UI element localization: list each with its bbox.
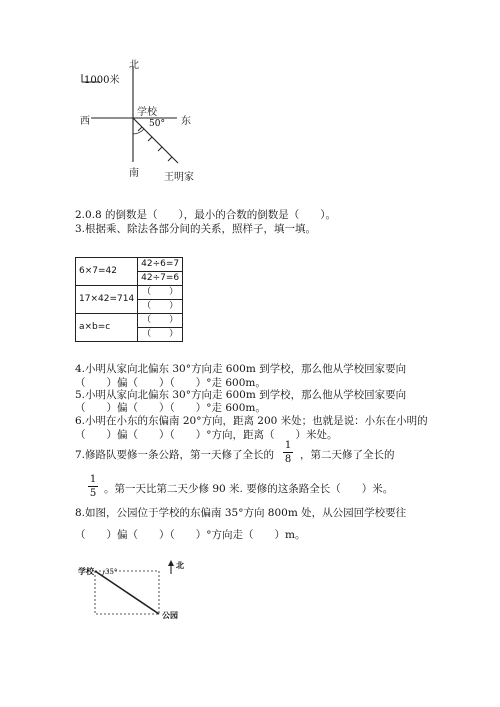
question-6-line2: （ ）偏（ ）（ ）°方向，距离（ ）米处。	[75, 429, 338, 441]
answer-blank[interactable]: （ ）	[138, 286, 183, 300]
school-label-2: 学校	[78, 567, 94, 576]
north-label-2: 北	[176, 561, 184, 570]
question-5-line2: （ ）偏（ ）（ ）°走 600m。	[75, 402, 266, 414]
table-row	[76, 286, 183, 300]
question-5-line1: 5.小明从家向北偏东 30°方向走 600m 到学校，那么他从学校回家要向	[75, 389, 407, 401]
question-4-line1: 4.小明从家向北偏东 30°方向走 600m 到学校，那么他从学校回家要向	[75, 363, 407, 375]
fraction-denominator: 5	[89, 488, 97, 499]
north-label: 北	[129, 60, 139, 71]
table-cell: a×b=c	[76, 314, 138, 342]
fraction-numerator: 1	[284, 440, 292, 451]
table-cell: 42÷6=7	[138, 258, 183, 272]
answer-blank[interactable]: （ ）	[138, 328, 183, 342]
table-row	[76, 314, 183, 328]
school-label: 学校	[137, 107, 157, 118]
compass-diagram	[0, 0, 500, 190]
home-label: 王明家	[164, 172, 194, 183]
table-cell: 6×7=42	[76, 258, 138, 286]
fraction-one-eighth	[283, 440, 293, 465]
question-7-part1: 7.修路队要修一条公路，第一天修了全长的	[75, 449, 275, 461]
angle-label-2: 35°	[105, 568, 118, 576]
table-cell: 17×42=714	[76, 286, 138, 314]
question-8-line2: （ ）偏（ ）（ ）°方向走（ ）m。	[75, 529, 306, 541]
question-3: 3.根据乘、除法各部分间的关系，照样子，填一填。	[75, 223, 317, 235]
fraction-numerator: 1	[89, 474, 97, 485]
answer-blank[interactable]: （ ）	[138, 300, 183, 314]
west-label: 西	[80, 116, 90, 127]
operations-table	[75, 257, 183, 342]
scale-label: 1000米	[84, 75, 120, 86]
question-2: 2.0.8 的倒数是（ ），最小的合数的倒数是（ ）。	[75, 209, 337, 221]
park-label: 公园	[162, 611, 178, 620]
question-8-line1: 8.如图，公园位于学校的东偏南 35°方向 800m 处，从公园回学校要往	[75, 507, 407, 519]
east-label: 东	[181, 116, 191, 127]
table-cell: 42÷7=6	[138, 272, 183, 286]
angle-label: 50°	[149, 119, 165, 129]
south-label: 南	[129, 168, 139, 179]
fraction-denominator: 8	[284, 454, 292, 465]
fraction-one-fifth	[88, 474, 98, 499]
table-row	[76, 258, 183, 272]
school-park-diagram	[0, 550, 500, 630]
question-7-part2: ，第二天修了全长的	[300, 449, 395, 461]
question-4-line2: （ ）偏（ ）（ ）°走 600m。	[75, 377, 266, 389]
question-7-part3: 。第一天比第二天少修 90 米. 要修的这条路全长（ ）米。	[104, 483, 394, 495]
answer-blank[interactable]: （ ）	[138, 314, 183, 328]
question-6-line1: 6.小明在小东的东偏南 20°方向，距离 200 米处；也就是说：小东在小明的	[75, 415, 428, 427]
